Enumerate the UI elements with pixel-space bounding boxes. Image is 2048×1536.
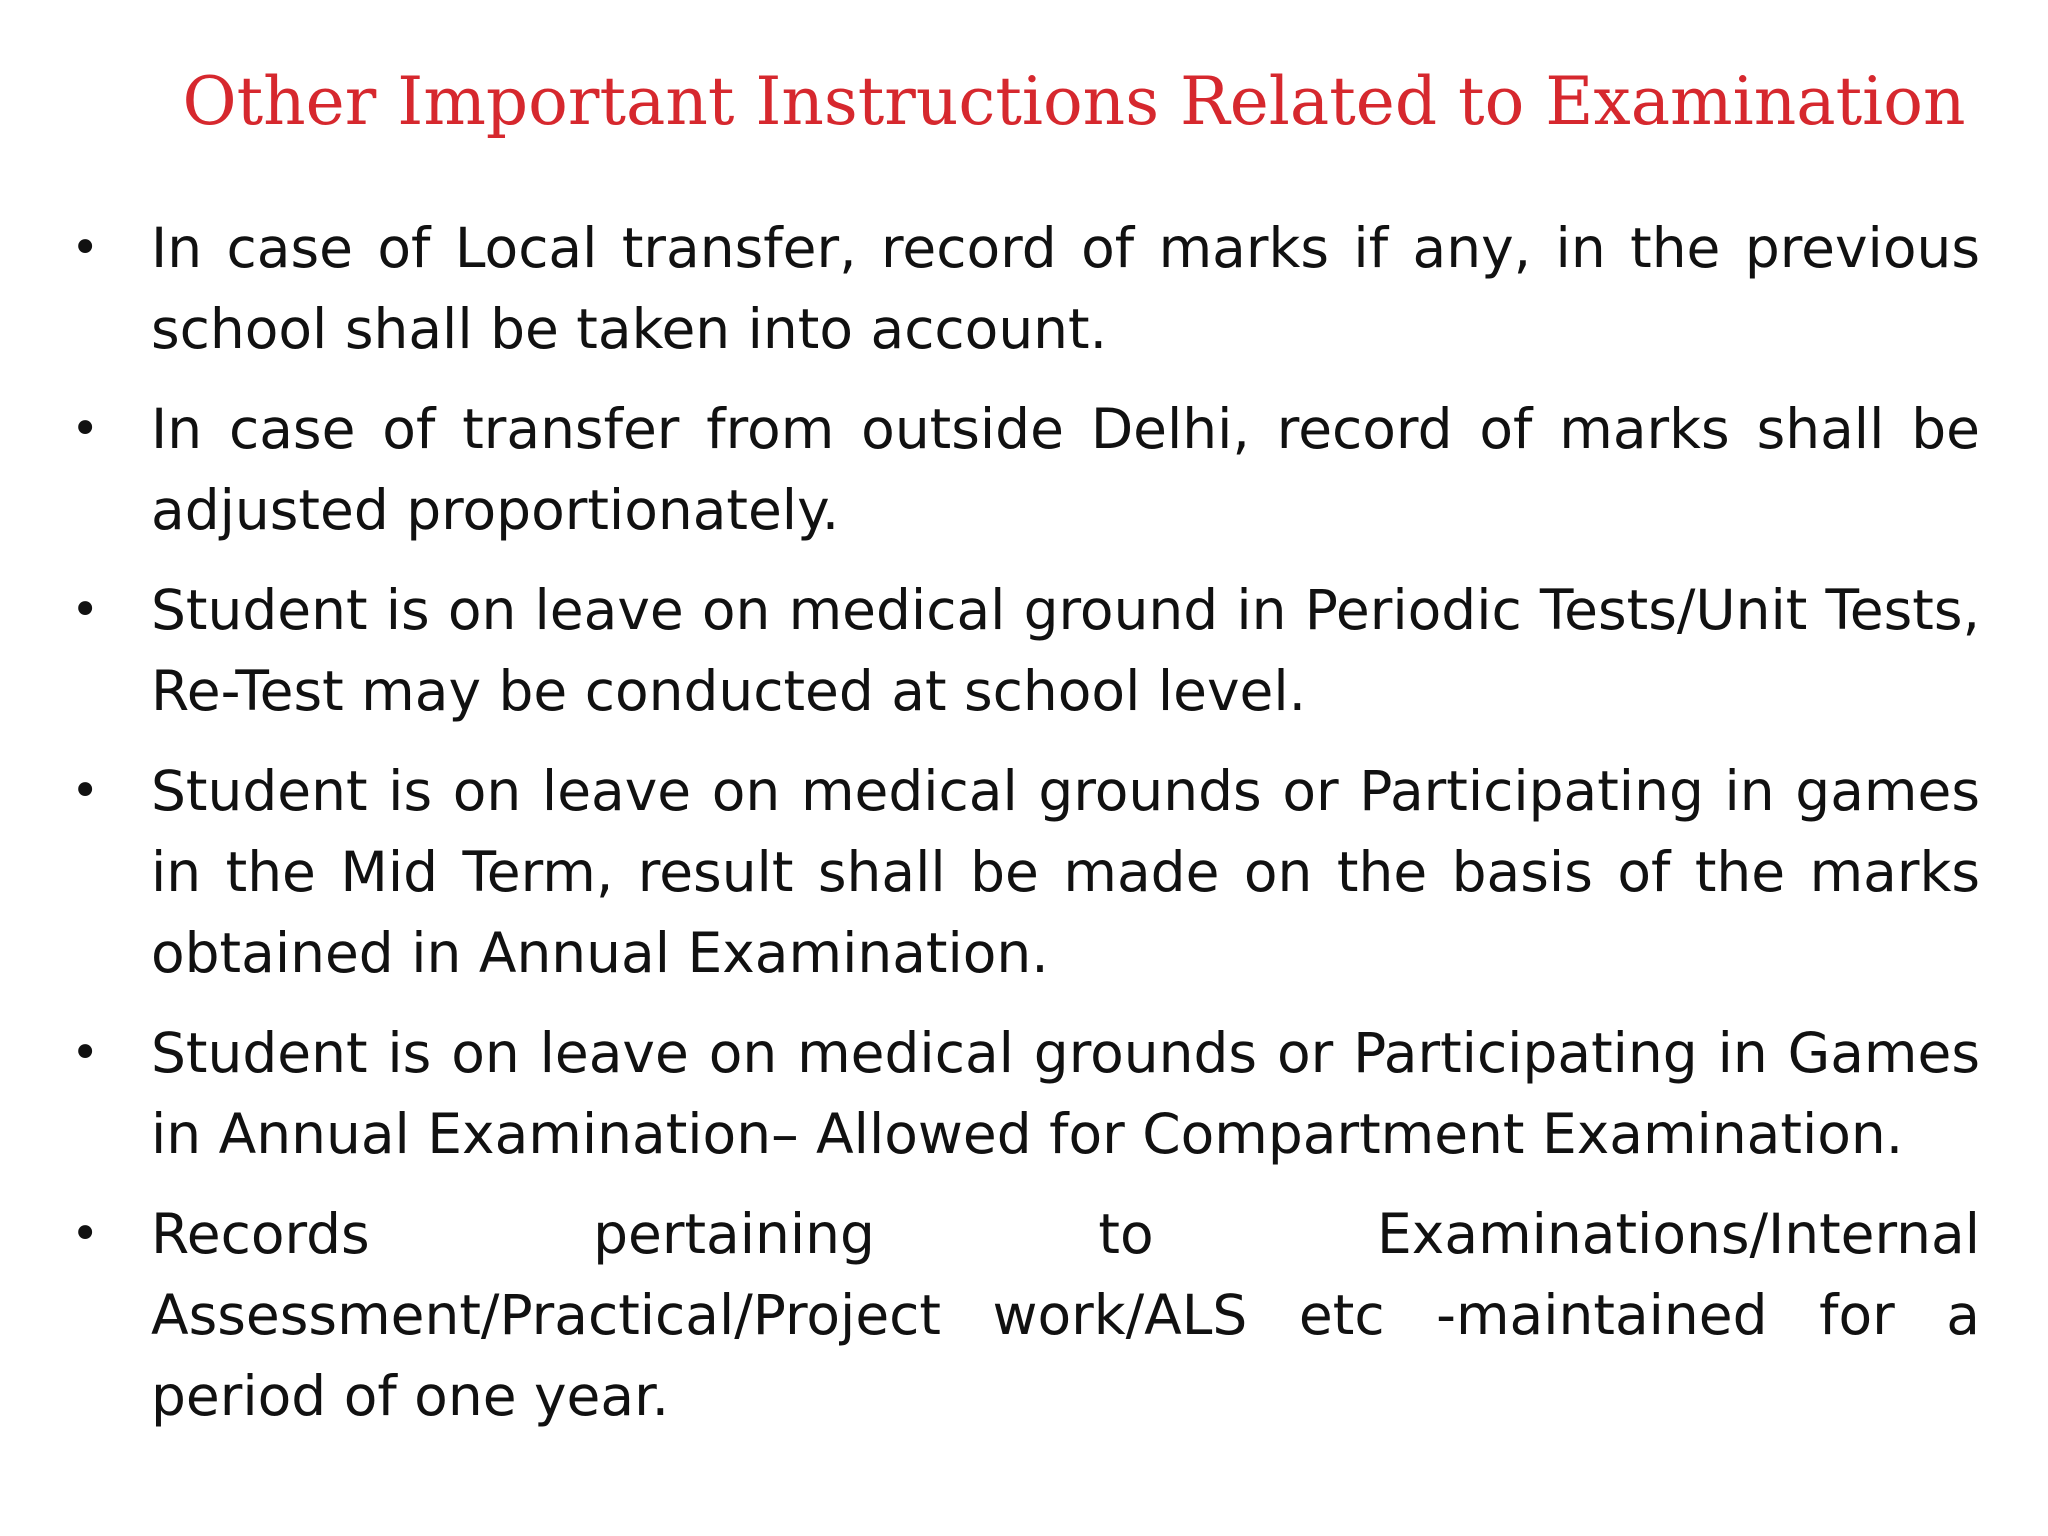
list-item xyxy=(71,389,1980,551)
list-item-text: Student is on leave on medical grounds or Participating in Games in Annual Examination– Allowed for Compartment Examination. xyxy=(151,1021,1980,1166)
list-item xyxy=(71,751,1980,994)
list-item xyxy=(71,1013,1980,1175)
slide-title: Other Important Instructions Related to Examination xyxy=(182,63,1966,140)
list-item-text: In case of transfer from outside Delhi, record of marks shall be adjusted proportionately. xyxy=(151,397,1980,542)
list-item-text: Records pertaining to Examinations/Internal Assessment/Practical/Project work/ALS etc -maintained for a period of one year. xyxy=(151,1202,1980,1428)
bullet-icon: • xyxy=(71,1025,100,1081)
bullet-icon: • xyxy=(71,763,100,819)
bullet-icon: • xyxy=(71,582,100,638)
list-item-text: Student is on leave on medical grounds or Participating in games in the Mid Term, result shall be made on the basis of the marks obtained in Annual Examination. xyxy=(151,759,1980,985)
list-item-text: In case of Local transfer, record of marks if any, in the previous school shall be taken into account. xyxy=(151,216,1980,361)
list-item xyxy=(71,1194,1980,1437)
bullet-icon: • xyxy=(71,220,100,276)
list-item xyxy=(71,208,1980,370)
list-item xyxy=(71,570,1980,732)
list-item-text: Student is on leave on medical ground in Periodic Tests/Unit Tests, Re-Test may be conducted at school level. xyxy=(151,578,1980,723)
instruction-list xyxy=(0,208,2048,1456)
bullet-icon: • xyxy=(71,1206,100,1262)
bullet-icon: • xyxy=(71,401,100,457)
